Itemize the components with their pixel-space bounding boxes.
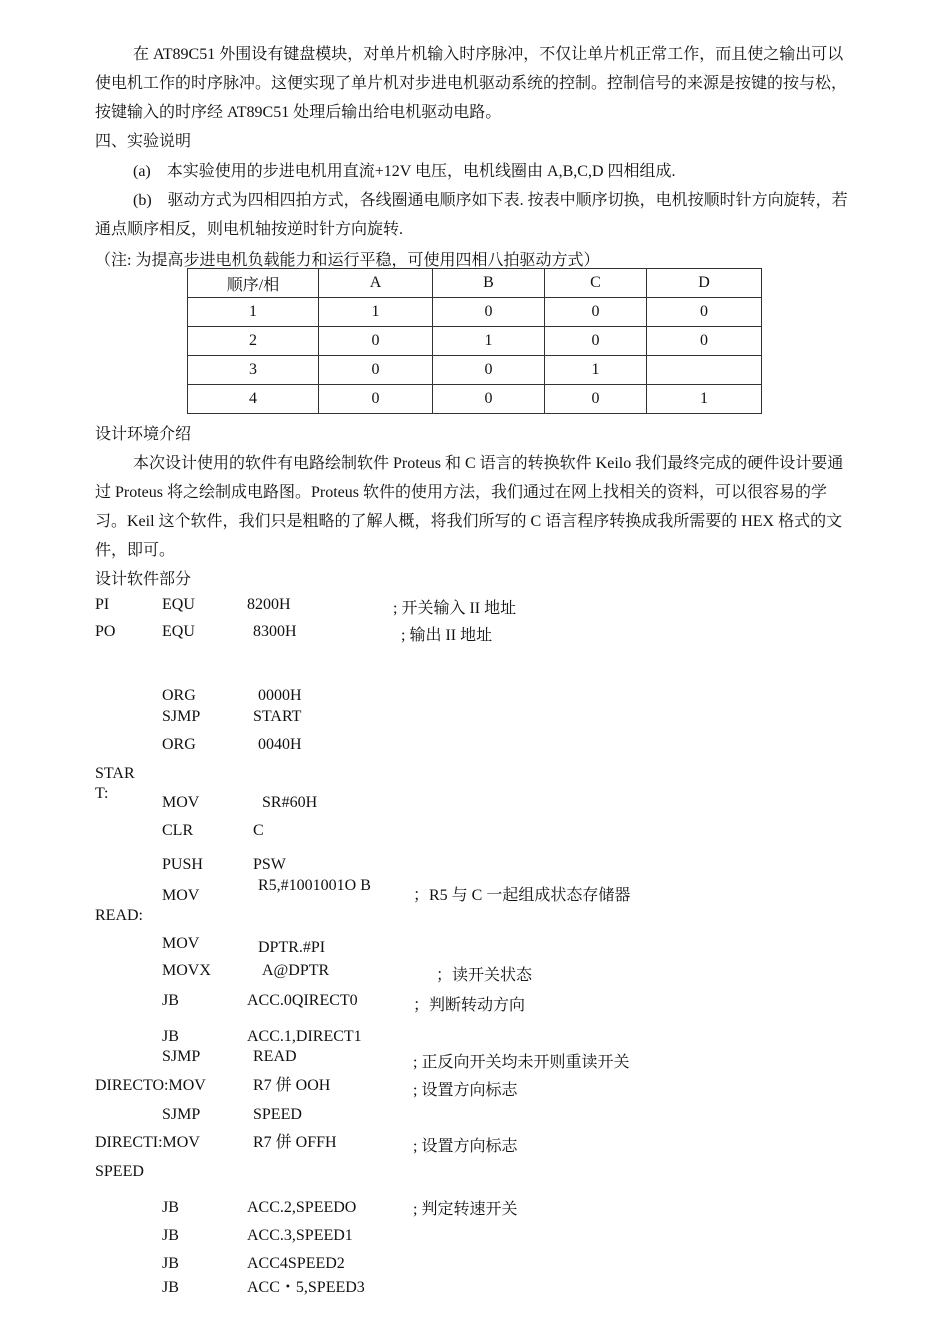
table-cell — [647, 356, 762, 385]
code-arg: DPTR.#PI — [258, 939, 326, 956]
table-row — [188, 327, 762, 356]
table-cell: 1 — [188, 298, 319, 327]
code-comment: ；读开关状态 — [436, 967, 533, 984]
table-header-cell: 顺序/相 — [188, 269, 319, 298]
read-label: READ: — [95, 907, 143, 924]
code-op: EQU — [162, 596, 195, 613]
table-cell: 0 — [319, 356, 433, 385]
table-cell: 0 — [433, 356, 545, 385]
table-header-cell: B — [433, 269, 545, 298]
code-op: JB — [162, 1255, 179, 1272]
code-comment: ; 正反向开关均未开则重读开关 — [413, 1054, 630, 1071]
code-arg: 0000H — [258, 687, 302, 704]
code-op: SJMP — [162, 708, 201, 725]
code-op: JB — [162, 1227, 179, 1244]
code-op: JB — [162, 1028, 179, 1045]
code-op: CLR — [162, 822, 194, 839]
table-header-row — [188, 269, 762, 298]
table-cell: 1 — [319, 298, 433, 327]
code-arg: READ — [253, 1048, 297, 1065]
section-heading-experiment: 四、实验说明 — [95, 133, 192, 150]
start-label: STAR T: — [95, 765, 135, 802]
table-cell: 2 — [188, 327, 319, 356]
code-comment: ; 输出 II 地址 — [401, 627, 493, 644]
intro-paragraph: 在 AT89C51 外围设有键盘模块，对单片机输入时序脉冲，不仅让单片机正常工作，而且使之输出可以使电机工作的时序脉冲。这便实现了单片机对步进电机驱动系统的控制。控制信号的来源是按键的按与松，按键输入的时序经 AT89C51 处理后输出给电机驱动电路。 — [95, 46, 848, 121]
table-cell: 1 — [647, 385, 762, 414]
code-arg: 8200H — [247, 596, 291, 613]
code-arg: R5,#1001001O B — [258, 877, 371, 894]
table-cell: 0 — [433, 385, 545, 414]
code-arg: ACC.0QIRECT0 — [247, 992, 358, 1009]
table-cell: 0 — [545, 327, 647, 356]
code-label: DIRECTI:MOV — [95, 1134, 200, 1151]
code-comment: ; 判定转速开关 — [413, 1201, 518, 1218]
item-a: (a) 本实验使用的步进电机用直流+12V 电压，电机线圈由 A,B,C,D 四相组成. — [133, 163, 676, 180]
code-arg: PSW — [253, 856, 286, 873]
code-arg: ACC・5,SPEED3 — [247, 1279, 365, 1296]
code-op: ORG — [162, 736, 196, 753]
table-header-cell: C — [545, 269, 647, 298]
code-op: ORG — [162, 687, 196, 704]
env-paragraph: 本次设计使用的软件有电路绘制软件 Proteus 和 C 语言的转换软件 Keilo 我们最终完成的硬件设计要通过 Proteus 将之绘制成电路图。Proteus 软件的使用方法，我们通过在网上找相关的资料，可以很容易的学习。Keil 这个软件，我们只是粗略的了解人概，将我们所写的 C 语言程序转换成我所需要的 HEX 格式的文件，即可。 — [95, 455, 844, 559]
code-arg: 8300H — [253, 623, 297, 640]
code-op: JB — [162, 1279, 179, 1296]
code-comment: ; 设置方向标志 — [413, 1138, 518, 1155]
code-op: JB — [162, 1199, 179, 1216]
table-cell: 0 — [647, 298, 762, 327]
table-cell: 4 — [188, 385, 319, 414]
code-comment: ；R5 与 C 一起组成状态存储器 — [413, 887, 631, 904]
table-cell: 0 — [319, 385, 433, 414]
code-arg: 0040H — [258, 736, 302, 753]
table-cell: 1 — [433, 327, 545, 356]
software-heading: 设计软件部分 — [95, 571, 192, 588]
code-op: EQU — [162, 623, 195, 640]
code-comment: ；判断转动方向 — [413, 997, 526, 1014]
speed-label: SPEED — [95, 1163, 144, 1180]
table-header-cell: D — [647, 269, 762, 298]
code-arg: SPEED — [253, 1106, 302, 1123]
phase-sequence-table — [187, 268, 762, 414]
code-arg: C — [253, 822, 264, 839]
code-label: PO — [95, 623, 116, 640]
table-cell: 0 — [647, 327, 762, 356]
code-label: PI — [95, 596, 110, 613]
code-arg: ACC.3,SPEED1 — [247, 1227, 353, 1244]
item-b: (b) 驱动方式为四相四拍方式，各线圈通电顺序如下表. 按表中顺序切换，电机按顺时针方向旋转，若通点顺序相反，则电机轴按逆时针方向旋转. — [95, 192, 848, 238]
table-row — [188, 356, 762, 385]
code-op: JB — [162, 992, 179, 1009]
code-comment: ; 开关输入 II 地址 — [393, 600, 517, 617]
code-arg: ACC.1,DIRECT1 — [247, 1028, 362, 1045]
code-op: MOVX — [162, 962, 211, 979]
table-cell: 0 — [319, 327, 433, 356]
env-heading: 设计环境介绍 — [95, 426, 192, 443]
code-label: DIRECTO:MOV — [95, 1077, 206, 1094]
code-op: SJMP — [162, 1106, 201, 1123]
table-cell: 0 — [545, 385, 647, 414]
code-arg: R7 併 OOH — [253, 1077, 331, 1094]
code-op: SJMP — [162, 1048, 201, 1065]
code-arg: A@DPTR — [262, 962, 330, 979]
table-cell: 3 — [188, 356, 319, 385]
table-cell: 0 — [545, 298, 647, 327]
note: （注: 为提高步进电机负载能力和运行平稳，可使用四相八拍驱动方式） — [95, 252, 600, 269]
code-op: MOV — [162, 887, 200, 904]
code-comment: ; 设置方向标志 — [413, 1082, 518, 1099]
table-row — [188, 385, 762, 414]
code-arg: SR#60H — [262, 794, 318, 811]
code-arg: ACC4SPEED2 — [247, 1255, 345, 1272]
code-arg: ACC.2,SPEEDO — [247, 1199, 357, 1216]
table-header-cell: A — [319, 269, 433, 298]
code-op: MOV — [162, 935, 200, 952]
code-op: MOV — [162, 794, 200, 811]
table-row — [188, 298, 762, 327]
code-arg: START — [253, 708, 302, 725]
code-arg: R7 併 OFFH — [253, 1134, 337, 1151]
code-op: PUSH — [162, 856, 203, 873]
table-cell: 0 — [433, 298, 545, 327]
table-cell: 1 — [545, 356, 647, 385]
